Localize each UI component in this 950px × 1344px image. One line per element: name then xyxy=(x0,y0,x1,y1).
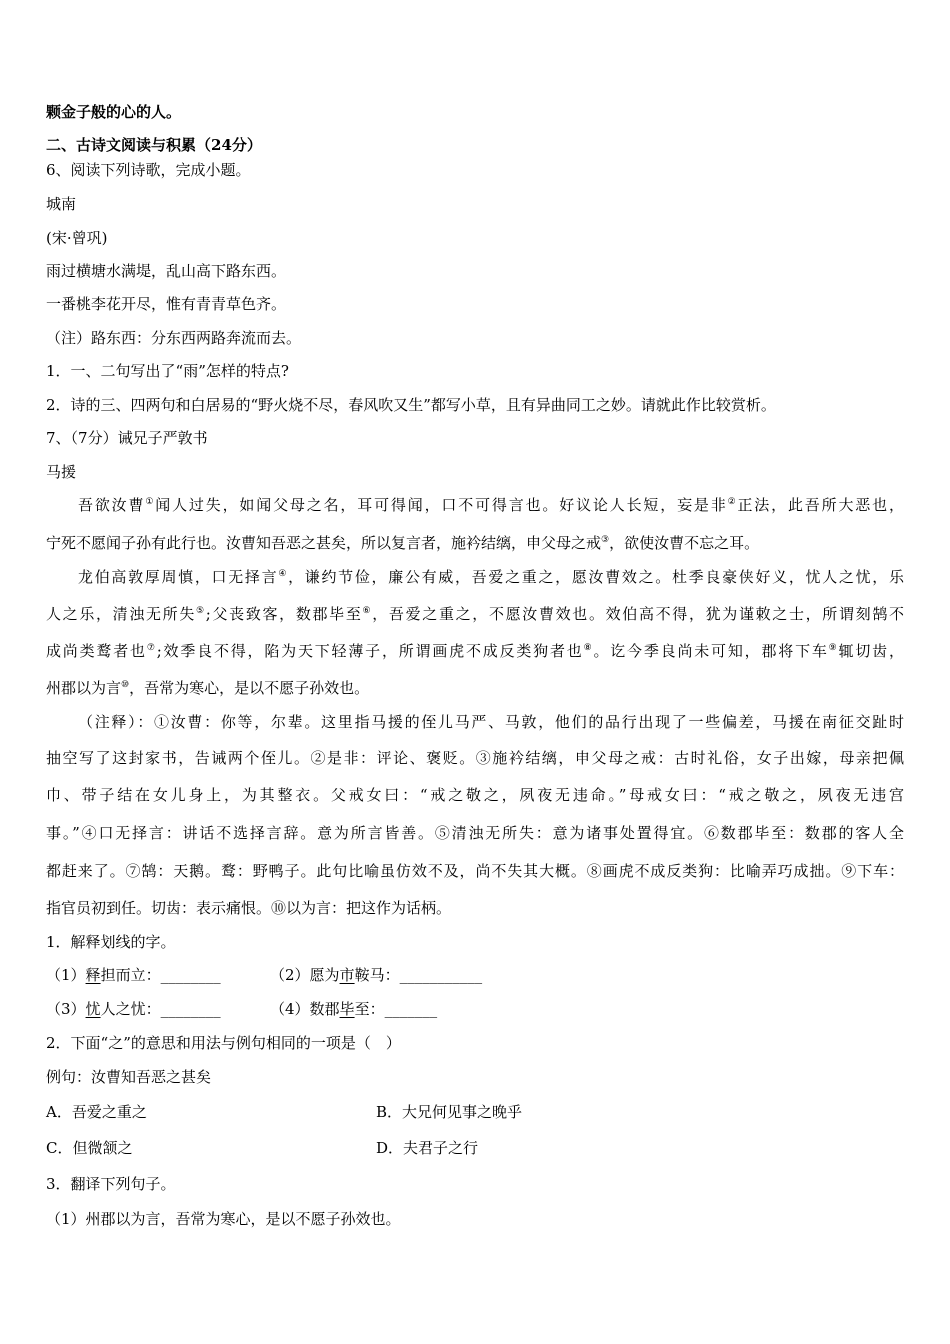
section-heading: 二、古诗文阅读与积累（24分） xyxy=(46,136,262,154)
q6-sub1: 1．一、二句写出了“雨”怎样的特点? xyxy=(46,362,289,380)
notes-line-1: （注释）：①汝曹：你等，尔辈。这里指马援的侄儿马严、马敦，他们的品行出现了一些偏差，马援在南征交趾时 xyxy=(78,713,904,731)
footnote-mark: ② xyxy=(727,497,738,507)
q7-prompt: 7、（7分）诫兄子严敦书 xyxy=(46,429,208,447)
passage-p2-line-4: 州郡以为言⑩，吾常为寒心，是以不愿子孙效也。 xyxy=(46,679,370,697)
footnote-mark: ⑧ xyxy=(583,643,594,653)
passage-p2-line-2: 人之乐，清浊无所失⑤;父丧致客，数郡毕至⑥，吾爱之重之，不愿汝曹效也。效伯高不得，犹为谨敕之士，所谓刻鹄不 xyxy=(46,605,904,623)
q7-sub1-prompt: 1．解释划线的字。 xyxy=(46,933,176,951)
poem-line-2: 一番桃李花开尽，惟有青青草色齐。 xyxy=(46,295,287,313)
q7-sub3-prompt: 3．翻译下列句子。 xyxy=(46,1175,176,1193)
footnote-mark: ⑩ xyxy=(121,680,130,690)
q7-sub2-example: 例句：汝曹知吾恶之甚矣 xyxy=(46,1068,212,1086)
passage-p1-line-2: 宁死不愿闻子孙有此行也。汝曹知吾恶之甚矣，所以复言者，施衿结缡，申父母之戒③，欲使汝曹不忘之耳。 xyxy=(46,534,760,552)
q6-sub2: 2．诗的三、四两句和白居易的“野火烧不尽，春风吹又生”都写小草，且有异曲同工之妙。请就此作比较赏析。 xyxy=(46,396,776,414)
poem-author: (宋·曾巩) xyxy=(46,229,108,247)
poem-title: 城南 xyxy=(46,195,77,213)
q7-sub1-item-4: （4）数郡毕至：_______ xyxy=(270,1000,438,1018)
option-c: C．但微颔之 xyxy=(46,1139,133,1157)
q7-sub1-item-1: （1）释担而立：________ xyxy=(46,966,221,984)
underlined-char: 毕 xyxy=(339,1000,355,1018)
footnote-mark: ⑦ xyxy=(146,643,157,653)
underlined-char: 忧 xyxy=(85,1000,101,1018)
passage-p1-line-1: 吾欲汝曹①闻人过失，如闻父母之名，耳可得闻，口不可得言也。好议论人长短，妄是非②正法，此吾所大恶也， xyxy=(78,496,904,514)
underlined-char: 市 xyxy=(339,966,355,984)
q7-sub2-prompt: 2．下面“之”的意思和用法与例句相同的一项是（ ） xyxy=(46,1034,401,1052)
footnote-mark: ④ xyxy=(278,569,289,579)
notes-line-3: 巾、带子结在女儿身上，为其整衣。父戒女曰：“戒之敬之，夙夜无违命。”母戒女曰：“戒之敬之，夙夜无违宫 xyxy=(46,786,904,804)
q7-sub1-item-2: （2）愿为市鞍马：___________ xyxy=(270,966,483,984)
q7-author: 马援 xyxy=(46,463,77,481)
passage-p2-line-3: 成尚类鹜者也⑦;效季良不得，陷为天下轻薄子，所谓画虎不成反类狗者也⑧。讫今季良尚未可知，郡将下车⑨辄切齿， xyxy=(46,642,904,660)
notes-line-6: 指官员初到任。切齿：表示痛恨。⑩以为言：把这作为话柄。 xyxy=(46,899,452,917)
poem-line-1: 雨过横塘水满堤，乱山高下路东西。 xyxy=(46,262,287,280)
notes-line-2: 抽空写了这封家书，告诫两个侄儿。②是非：评论、褒贬。③施衿结缡，申父母之戒：古时礼俗，女子出嫁，母亲把佩 xyxy=(46,749,904,767)
footnote-mark: ⑥ xyxy=(362,606,373,616)
q7-sub3-item-1: （1）州郡以为言，吾常为寒心，是以不愿子孙效也。 xyxy=(46,1210,401,1228)
underlined-char: 释 xyxy=(85,966,101,984)
q6-prompt: 6、阅读下列诗歌，完成小题。 xyxy=(46,161,251,179)
option-a: A．吾爱之重之 xyxy=(46,1103,147,1121)
option-d: D．夫君子之行 xyxy=(376,1139,479,1157)
q7-sub1-item-3: （3）忧人之忧：________ xyxy=(46,1000,221,1018)
notes-line-4: 事。”④口无择言：讲话不选择言辞。意为所言皆善。⑤清浊无所失：意为诸事处置得宜。⑥数郡毕至：数郡的客人全 xyxy=(46,824,904,842)
footnote-mark: ⑨ xyxy=(828,643,839,653)
poem-note: （注）路东西：分东西两路奔流而去。 xyxy=(46,329,302,347)
intro-tail: 颗金子般的心的人。 xyxy=(46,103,182,121)
notes-line-5: 都赶来了。⑦鹄：天鹅。鹜：野鸭子。此句比喻虽仿效不及，尚不失其大概。⑧画虎不成反类狗：比喻弄巧成拙。⑨下车： xyxy=(46,862,904,880)
option-b: B．大兄何见事之晚乎 xyxy=(376,1103,523,1121)
footnote-mark: ③ xyxy=(601,535,610,545)
passage-p2-line-1: 龙伯高敦厚周慎，口无择言④，谦约节俭，廉公有威，吾爱之重之，愿汝曹效之。杜季良豪侠好义，忧人之忧，乐 xyxy=(78,568,904,586)
footnote-mark: ① xyxy=(145,497,156,507)
footnote-mark: ⑤ xyxy=(196,606,206,616)
